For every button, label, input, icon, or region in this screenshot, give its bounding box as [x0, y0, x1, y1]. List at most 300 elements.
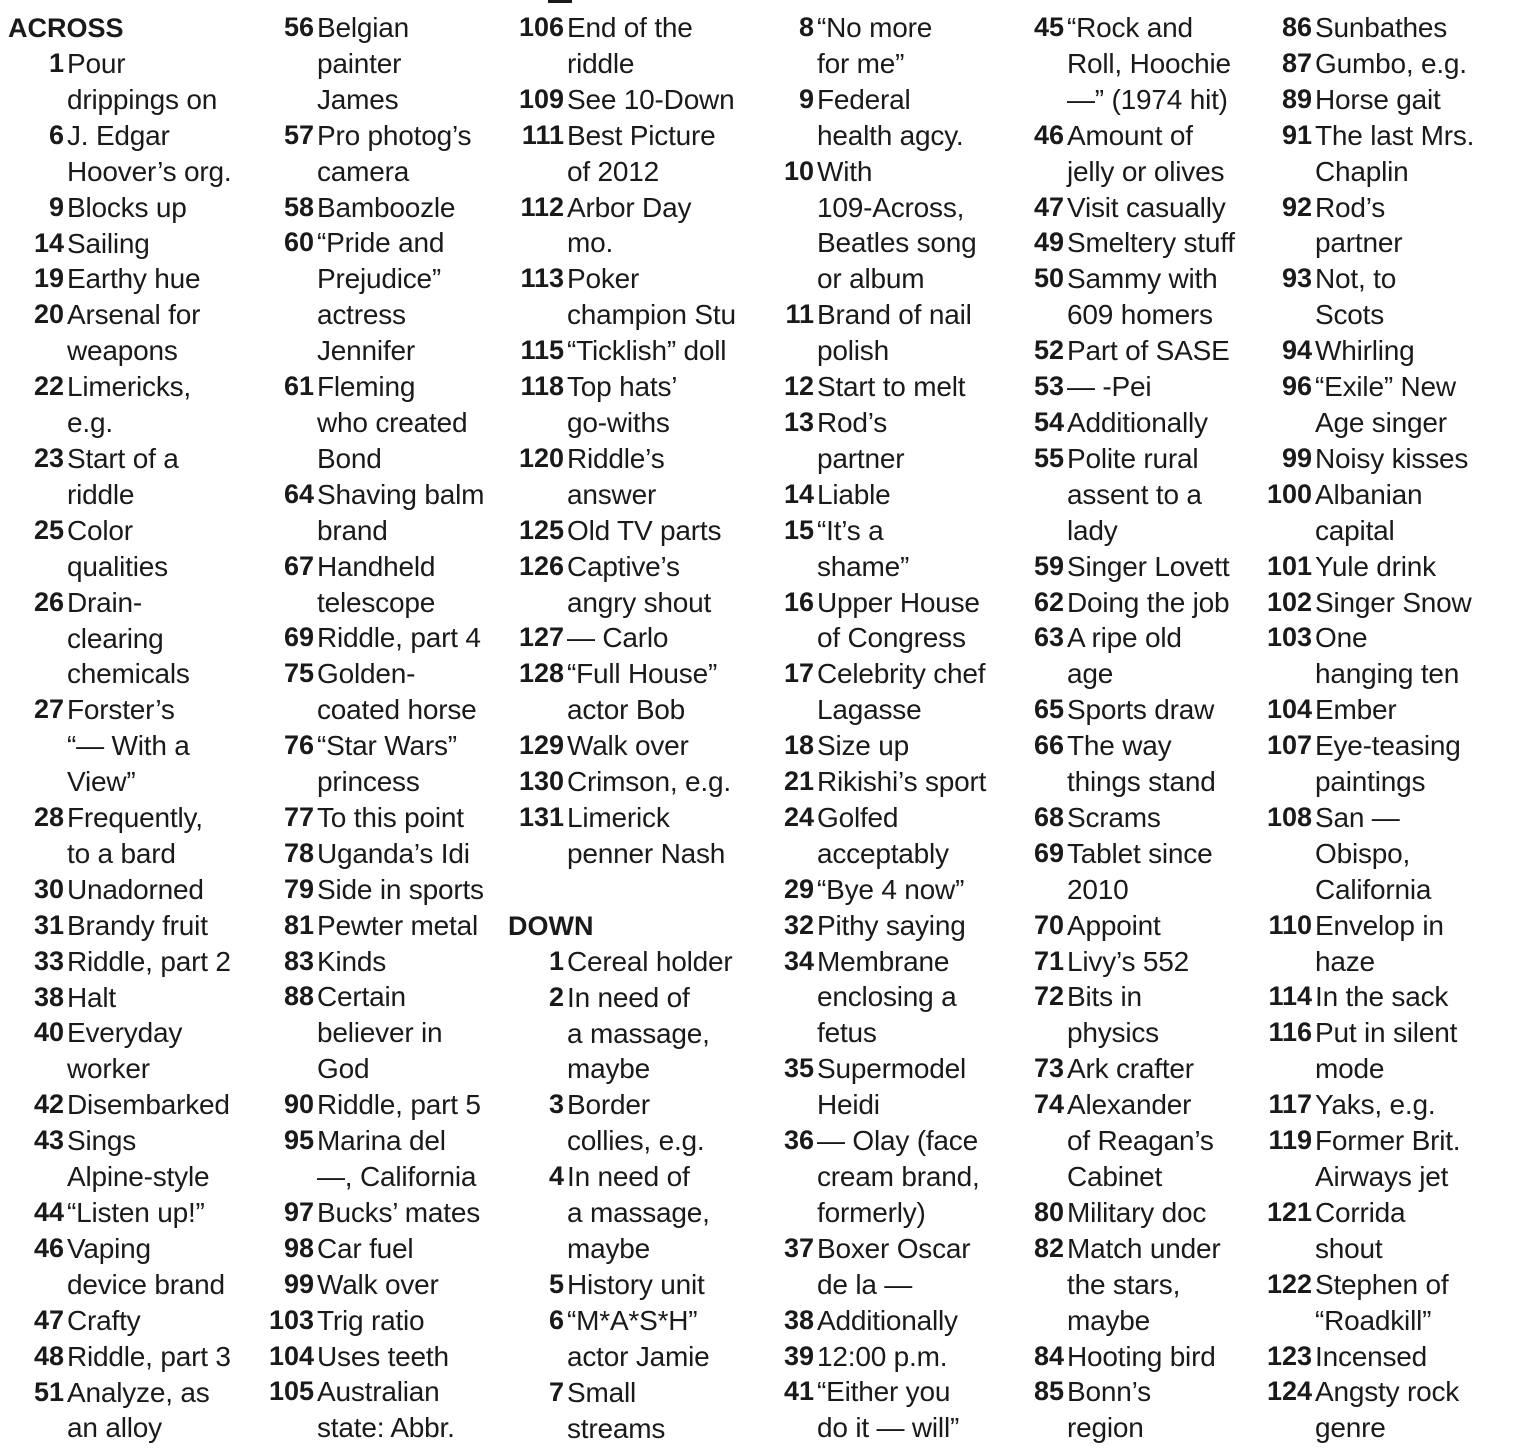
clue-item — [1258, 1123, 1533, 1195]
clue-number: 20 — [33, 299, 64, 330]
clue-text: “Full House” actor Bob — [567, 658, 718, 726]
clue-item — [258, 728, 520, 800]
clue-number: 100 — [1266, 478, 1312, 509]
clue-number: 92 — [1281, 191, 1312, 222]
clue-number: 9 — [798, 83, 814, 114]
clue-item — [8, 118, 270, 190]
clue-item — [1258, 979, 1533, 1015]
clue-number: 127 — [518, 622, 564, 653]
clue-number: 80 — [1033, 1196, 1064, 1227]
clue-item — [8, 1195, 270, 1231]
clue-text: Riddle, part 3 — [67, 1340, 231, 1372]
clue-item — [1258, 369, 1533, 441]
clue-item — [1258, 441, 1533, 477]
clue-item — [8, 46, 270, 118]
clue-number: 86 — [1281, 12, 1312, 42]
clue-text: Celebrity chef Lagasse — [817, 658, 986, 726]
clue-number: 96 — [1281, 371, 1312, 402]
clue-text: “Bye 4 now” — [817, 873, 965, 905]
clue-text: — Olay (face cream brand, formerly) — [817, 1125, 980, 1228]
clue-number: 71 — [1033, 945, 1064, 976]
clue-item — [1008, 1087, 1270, 1195]
clue-text: Riddle’s answer — [567, 442, 665, 510]
clue-text: Pewter metal — [317, 909, 478, 941]
clue-number: 14 — [783, 478, 814, 509]
clue-item — [258, 656, 520, 728]
clue-item — [1008, 620, 1270, 692]
clue-number: 112 — [520, 191, 564, 222]
clue-number: 22 — [33, 371, 64, 402]
clue-item — [508, 261, 770, 333]
clue-text: Sunbathes — [1315, 12, 1448, 43]
clue-number: 98 — [283, 1232, 314, 1263]
clue-item — [758, 369, 1020, 405]
clue-text: Additionally — [817, 1304, 958, 1336]
clue-item — [508, 333, 770, 369]
clue-number: 124 — [1266, 1376, 1312, 1407]
clue-number: 8 — [798, 12, 814, 42]
clue-item — [1258, 333, 1533, 369]
down-column-4 — [1258, 10, 1533, 1446]
clue-number: 40 — [33, 1017, 64, 1048]
clue-item — [1258, 692, 1533, 728]
clue-item — [758, 656, 1020, 728]
clue-item — [1008, 728, 1270, 800]
clue-text: With 109-Across, Beatles song or album — [817, 155, 977, 295]
clue-number: 99 — [283, 1268, 314, 1299]
clue-number: 103 — [268, 1304, 314, 1335]
clue-text: Start of a riddle — [67, 442, 179, 510]
clue-number: 1 — [48, 48, 64, 78]
clue-text: “No more for me” — [817, 12, 933, 79]
clue-number: 84 — [1033, 1340, 1064, 1371]
clue-number: 113 — [520, 263, 564, 294]
clue-text: Polite rural assent to a lady — [1067, 442, 1202, 546]
clue-number: 117 — [1268, 1089, 1312, 1120]
clue-number: 89 — [1281, 83, 1312, 114]
clue-item — [8, 1375, 270, 1447]
clue-item — [1008, 369, 1270, 405]
clue-number: 125 — [518, 514, 564, 545]
clue-number: 123 — [1266, 1340, 1312, 1371]
clue-number: 109 — [518, 83, 564, 114]
clue-number: 59 — [1033, 550, 1064, 581]
across-heading: ACROSS — [8, 13, 124, 43]
clue-item — [1008, 225, 1270, 261]
clue-item — [8, 908, 270, 944]
clue-item — [1008, 1339, 1270, 1375]
clue-number: 65 — [1033, 694, 1064, 725]
clue-item — [8, 1015, 270, 1087]
clue-text: Federal health agcy. — [817, 83, 964, 151]
clue-item — [1008, 261, 1270, 333]
section-gap — [508, 872, 770, 908]
clue-number: 37 — [783, 1232, 814, 1263]
clue-item — [258, 1087, 520, 1123]
clue-number: 73 — [1033, 1053, 1064, 1084]
clue-item — [508, 728, 770, 764]
clue-text: Small streams — [567, 1376, 666, 1444]
clue-text: “Either you do it — will” — [817, 1376, 960, 1444]
clue-number: 106 — [518, 12, 564, 42]
clue-text: History unit — [567, 1268, 705, 1300]
clue-number: 45 — [1033, 12, 1064, 42]
clue-number: 94 — [1281, 335, 1312, 366]
clue-text: Crimson, e.g. — [567, 766, 731, 798]
clue-item — [1258, 1339, 1533, 1375]
clue-text: Bamboozle — [317, 191, 456, 223]
clue-text: Limerick penner Nash — [567, 801, 726, 869]
clue-item — [8, 1339, 270, 1375]
clue-text: Corrida shout — [1315, 1196, 1406, 1264]
clue-number: 72 — [1033, 981, 1064, 1012]
clue-number: 25 — [33, 514, 64, 545]
clue-number: 14 — [33, 227, 64, 258]
clue-number: 17 — [783, 658, 814, 689]
clue-item — [758, 82, 1020, 154]
clue-item — [758, 1339, 1020, 1375]
clue-number: 91 — [1281, 119, 1312, 150]
clue-number: 120 — [518, 442, 564, 473]
clue-number: 53 — [1033, 371, 1064, 402]
clue-item — [258, 1231, 520, 1267]
clue-text: Gumbo, e.g. — [1315, 47, 1467, 79]
clue-item — [258, 1195, 520, 1231]
clue-item — [758, 908, 1020, 944]
clue-number: 16 — [783, 586, 814, 617]
clue-number: 57 — [283, 119, 314, 150]
clue-text: Belgian painter James — [317, 12, 410, 115]
clue-number: 28 — [33, 802, 64, 833]
clue-number: 75 — [283, 658, 314, 689]
clue-item — [258, 10, 520, 118]
clue-number: 38 — [783, 1304, 814, 1335]
clue-item — [1258, 549, 1533, 585]
clue-item — [1008, 908, 1270, 944]
clue-text: Sports draw — [1067, 694, 1215, 726]
clue-number: 78 — [283, 837, 314, 868]
clue-item — [1008, 836, 1270, 908]
clue-number: 122 — [1266, 1268, 1312, 1299]
clue-item — [8, 1123, 270, 1195]
clue-item — [1008, 944, 1270, 980]
clue-text: Analyze, as an alloy — [67, 1376, 210, 1444]
clue-text: Unadorned — [67, 873, 204, 905]
clue-text: Military doc — [1067, 1196, 1207, 1228]
clue-item — [8, 226, 270, 262]
clue-number: 103 — [1266, 622, 1312, 653]
clue-text: Incensed — [1315, 1340, 1428, 1372]
clue-item — [508, 1303, 770, 1375]
clue-text: Kinds — [317, 945, 387, 977]
clue-item — [8, 944, 270, 980]
clue-item — [1008, 1231, 1270, 1339]
clue-number: 55 — [1033, 442, 1064, 473]
clue-number: 116 — [1268, 1017, 1312, 1048]
clue-number: 126 — [518, 550, 564, 581]
clue-text: Blocks up — [67, 191, 187, 223]
clue-item — [508, 980, 770, 1088]
clue-number: 30 — [33, 873, 64, 904]
clue-item — [758, 728, 1020, 764]
clue-item — [758, 1123, 1020, 1231]
clue-text: Poker champion Stu — [567, 263, 736, 331]
clue-number: 19 — [33, 263, 64, 294]
clue-text: Scrams — [1067, 801, 1161, 833]
clue-number: 10 — [783, 155, 814, 186]
clue-item — [1258, 46, 1533, 82]
clue-item — [1008, 190, 1270, 226]
clue-item — [758, 764, 1020, 800]
clue-item — [1258, 190, 1533, 262]
clue-text: Cereal holder — [567, 945, 733, 977]
clue-item — [258, 620, 520, 656]
clue-number: 83 — [283, 945, 314, 976]
clue-number: 44 — [33, 1197, 64, 1227]
clue-number: 99 — [1281, 442, 1312, 473]
clue-text: Uganda’s Idi — [317, 837, 470, 869]
clue-item — [258, 908, 520, 944]
clue-item — [758, 297, 1020, 369]
clue-text: — -Pei — [1067, 371, 1152, 403]
clue-text: End of the riddle — [567, 12, 693, 79]
clue-number: 105 — [268, 1376, 314, 1407]
clue-number: 13 — [783, 406, 814, 437]
clue-number: 52 — [1033, 335, 1064, 366]
clue-text: Upper House of Congress — [817, 586, 980, 654]
clue-text: “Rock and Roll, Hoochie —” (1974 hit) — [1067, 12, 1231, 115]
clue-text: Doing the job — [1067, 586, 1230, 618]
clue-text: Ark crafter — [1067, 1053, 1194, 1085]
clue-text: The way things stand — [1067, 730, 1216, 798]
clue-number: 42 — [33, 1089, 64, 1120]
clue-number: 56 — [283, 12, 314, 42]
clue-number: 119 — [1268, 1125, 1312, 1156]
clue-item — [758, 1231, 1020, 1303]
clue-number: 110 — [1268, 909, 1312, 940]
clue-item — [1008, 10, 1270, 118]
clue-number: 129 — [518, 730, 564, 761]
clue-item — [258, 369, 520, 477]
clue-text: San — Obispo, California — [1315, 801, 1432, 905]
clue-number: 131 — [518, 801, 564, 832]
clue-number: 115 — [520, 335, 564, 366]
clue-number: 5 — [548, 1268, 564, 1299]
clue-text: Horse gait — [1315, 83, 1441, 115]
clue-text: Hooting bird — [1067, 1340, 1216, 1372]
clue-item — [8, 513, 270, 585]
clue-number: 32 — [783, 909, 814, 940]
clue-text: Crafty — [67, 1304, 141, 1336]
clue-text: In the sack — [1315, 981, 1449, 1013]
clue-number: 41 — [783, 1376, 814, 1407]
across-column-2 — [258, 10, 520, 1446]
clue-text: Rod’s partner — [1315, 191, 1403, 259]
clue-text: Sailing — [67, 227, 150, 259]
clue-number: 70 — [1033, 909, 1064, 940]
clue-text: Vaping device brand — [67, 1232, 225, 1300]
clue-item — [1258, 585, 1533, 621]
clue-text: “Ticklish” doll — [567, 335, 727, 367]
clue-text: Everyday worker — [67, 1017, 183, 1085]
clue-item — [8, 297, 270, 369]
clue-text: Arbor Day mo. — [567, 191, 692, 259]
clue-number: 87 — [1281, 47, 1312, 78]
clue-item — [758, 1303, 1020, 1339]
clue-item — [8, 872, 270, 908]
clue-item — [8, 800, 270, 872]
clue-text: In need of a massage, maybe — [567, 981, 710, 1085]
clue-number: 23 — [33, 442, 64, 473]
clue-text: Part of SASE — [1067, 335, 1230, 367]
clue-item — [508, 944, 770, 980]
clue-text: Whirling — [1315, 335, 1415, 367]
clue-item — [258, 836, 520, 872]
clue-item — [508, 441, 770, 513]
across-column-3-list — [508, 10, 770, 872]
clue-text: Earthy hue — [67, 263, 201, 295]
clue-item — [1008, 1051, 1270, 1087]
clue-text: Stephen of “Roadkill” — [1315, 1268, 1449, 1336]
clue-item — [258, 944, 520, 980]
clue-item — [508, 620, 770, 656]
clue-text: One hanging ten — [1315, 622, 1460, 690]
clue-number: 102 — [1266, 586, 1312, 617]
clue-item — [508, 1159, 770, 1267]
clue-number: 111 — [521, 119, 564, 150]
clue-item — [758, 513, 1020, 585]
clue-text: Visit casually — [1067, 191, 1226, 223]
clue-number: 64 — [283, 478, 314, 509]
clue-item — [758, 405, 1020, 477]
clue-item — [1258, 1374, 1533, 1446]
clue-number: 27 — [33, 694, 64, 725]
clue-number: 35 — [783, 1053, 814, 1084]
clue-item — [508, 800, 770, 872]
clue-item — [258, 225, 520, 369]
clue-item — [8, 692, 270, 800]
clue-text: Walk over — [567, 730, 689, 762]
clue-item — [508, 118, 770, 190]
down-column-1-list — [508, 944, 770, 1447]
clue-number: 104 — [268, 1340, 314, 1371]
clue-item — [758, 944, 1020, 1052]
clue-text: Fleming who created Bond — [317, 371, 468, 474]
clue-number: 104 — [1266, 694, 1312, 725]
clue-item — [8, 1087, 270, 1123]
clue-number: 9 — [48, 191, 64, 222]
clue-item — [758, 872, 1020, 908]
clue-number: 62 — [1033, 586, 1064, 617]
clue-text: Ember — [1315, 694, 1397, 726]
clue-item — [758, 1374, 1020, 1446]
clue-text: Not, to Scots — [1315, 263, 1397, 331]
clue-text: Bonn’s region — [1067, 1376, 1151, 1444]
clue-item — [508, 513, 770, 549]
clue-item — [1008, 800, 1270, 836]
clue-number: 39 — [783, 1340, 814, 1371]
clue-text: Riddle, part 5 — [317, 1089, 481, 1121]
clue-text: “It’s a shame” — [817, 514, 910, 582]
clue-text: Best Picture of 2012 — [567, 119, 716, 187]
clue-text: Tablet since 2010 — [1067, 837, 1213, 905]
clue-text: “Pride and Prejudice” actress Jennifer — [317, 227, 445, 367]
clue-text: Noisy kisses — [1315, 442, 1469, 474]
clue-number: 47 — [33, 1304, 64, 1335]
clue-text: Start to melt — [817, 371, 966, 403]
clue-item — [8, 369, 270, 441]
clue-number: 4 — [548, 1161, 564, 1192]
clue-text: To this point — [317, 801, 464, 833]
clue-text: J. Edgar Hoover’s org. — [67, 119, 232, 187]
clue-item — [258, 872, 520, 908]
clue-number: 43 — [33, 1125, 64, 1156]
clue-text: Pour drippings on — [67, 48, 218, 115]
clue-item — [508, 1267, 770, 1303]
clue-item — [8, 441, 270, 513]
clue-item — [1258, 800, 1533, 908]
clue-item — [508, 656, 770, 728]
clue-text: Disembarked — [67, 1089, 230, 1121]
clue-item — [758, 154, 1020, 298]
clue-number: 74 — [1033, 1089, 1064, 1120]
clue-text: Bits in physics — [1067, 981, 1159, 1049]
clue-text: Halt — [67, 981, 116, 1013]
clue-number: 47 — [1033, 191, 1064, 222]
clue-text: Membrane enclosing a fetus — [817, 945, 957, 1049]
clue-text: Pro photog’s camera — [317, 119, 472, 187]
clue-number: 58 — [283, 191, 314, 222]
across-column-3 — [508, 10, 770, 1446]
clue-text: Bucks’ mates — [317, 1196, 481, 1228]
clue-item — [1008, 441, 1270, 549]
clue-text: “Listen up!” — [67, 1197, 205, 1228]
clue-number: 128 — [518, 658, 564, 689]
clue-number: 90 — [283, 1089, 314, 1120]
clue-item — [8, 585, 270, 693]
clue-number: 48 — [33, 1340, 64, 1371]
clue-text: See 10-Down — [567, 83, 735, 115]
clue-number: 38 — [33, 981, 64, 1012]
clue-text: Handheld telescope — [317, 550, 436, 618]
clue-number: 97 — [283, 1196, 314, 1227]
clue-item — [1258, 1195, 1533, 1267]
clue-item — [258, 1339, 520, 1375]
clue-item — [758, 585, 1020, 657]
clue-number: 29 — [783, 873, 814, 904]
clue-item — [1008, 118, 1270, 190]
clue-number: 121 — [1266, 1196, 1312, 1227]
clue-text: Albanian capital — [1315, 478, 1423, 546]
clue-text: Alexander of Reagan’s Cabinet — [1067, 1089, 1214, 1192]
clue-item — [1008, 405, 1270, 441]
clue-text: Livy’s 552 — [1067, 945, 1190, 977]
clue-item — [1008, 585, 1270, 621]
clue-number: 6 — [48, 119, 64, 150]
clue-item — [508, 82, 770, 118]
down-heading: DOWN — [508, 910, 594, 941]
clue-text: Additionally — [1067, 406, 1208, 438]
clue-item — [8, 980, 270, 1016]
clue-item — [508, 549, 770, 621]
clue-number: 77 — [283, 801, 314, 832]
clue-item — [258, 1374, 520, 1446]
clue-text: Liable — [817, 478, 891, 510]
clue-text: Golden- coated horse — [317, 658, 477, 726]
clue-text: Top hats’ go-withs — [567, 371, 678, 438]
clue-number: 18 — [783, 730, 814, 761]
clue-text: Color qualities — [67, 514, 168, 582]
